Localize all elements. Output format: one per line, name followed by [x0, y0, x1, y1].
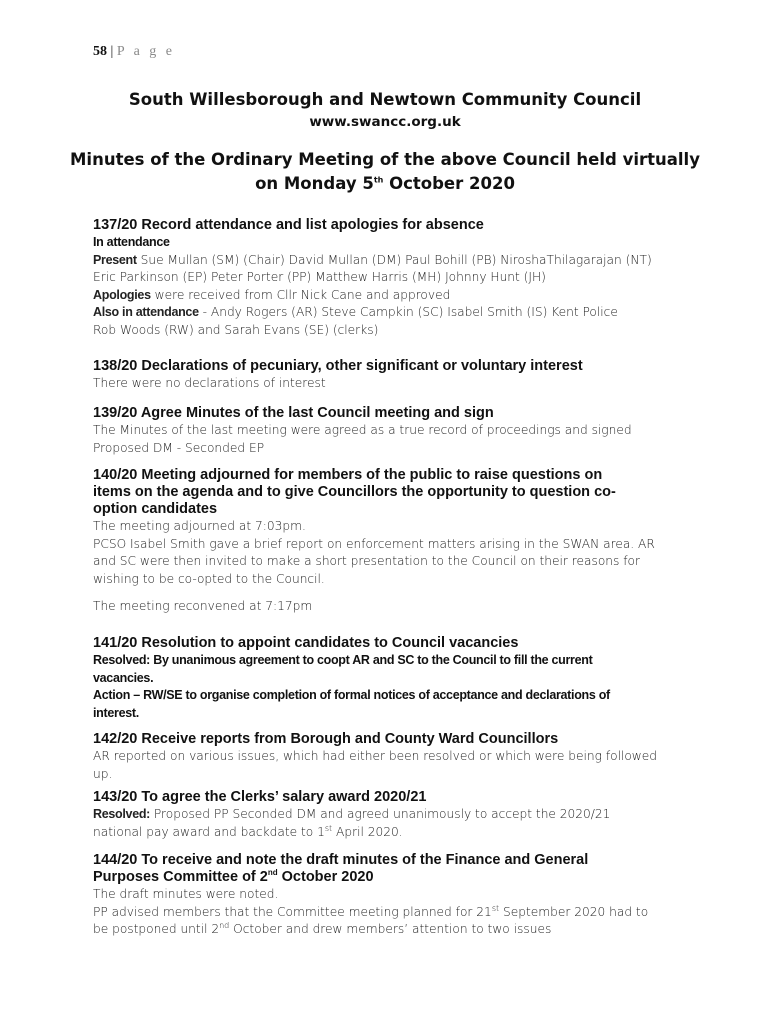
section-text: PP advised members that the Committee meeting planned for 21st September 2020 had to [93, 903, 649, 919]
resolution-text: Resolved: By unanimous agreement to coopt AR and SC to the Council to fill the current [93, 653, 593, 667]
section-text: and SC were then invited to make a short presentation to the Council on their reasons for [93, 554, 640, 568]
section-text: There were no declarations of interest [93, 376, 326, 390]
section-139 [93, 405, 683, 457]
page-number-separator: | [107, 44, 117, 59]
section-text: AR reported on various issues, which had either been resolved or which were being followed [93, 749, 657, 763]
document-title [0, 148, 770, 196]
section-text: be postponed until 2nd October and drew members’ attention to two issues [93, 920, 552, 936]
section-140 [93, 467, 683, 616]
in-attendance-label: In attendance [93, 235, 170, 249]
section-heading: 142/20 Receive reports from Borough and County Ward Councillors [93, 731, 559, 747]
section-heading: 140/20 Meeting adjourned for members of the public to raise questions on [93, 467, 603, 483]
section-text: The meeting adjourned at 7:03pm. [93, 519, 306, 533]
page-number [93, 44, 175, 60]
section-text: The Minutes of the last meeting were agreed as a true record of proceedings and signed [93, 423, 632, 437]
section-138 [93, 358, 683, 393]
title-line-1: Minutes of the Ordinary Meeting of the above Council held virtually [70, 150, 700, 169]
action-text: interest. [93, 705, 139, 720]
also-attendance-line-2: Rob Woods (RW) and Sarah Evans (SE) (clerks) [93, 322, 379, 337]
section-heading: 139/20 Agree Minutes of the last Council meeting and sign [93, 405, 494, 421]
section-heading: items on the agenda and to give Councillors the opportunity to question co- [93, 484, 616, 500]
page-label: P a g e [116, 44, 176, 59]
section-text: PCSO Isabel Smith gave a brief report on enforcement matters arising in the SWAN area. AR [93, 536, 655, 551]
section-141 [93, 635, 683, 722]
present-line-2: Eric Parkinson (EP) Peter Porter (PP) Matthew Harris (MH) Johnny Hunt (JH) [93, 270, 546, 284]
section-text: Proposed DM - Seconded EP [93, 440, 265, 455]
section-heading: 141/20 Resolution to appoint candidates to Council vacancies [93, 635, 519, 651]
action-text: Action – RW/SE to organise completion of formal notices of acceptance and declarations of [93, 688, 610, 702]
section-heading: 144/20 To receive and note the draft minutes of the Finance and General [93, 852, 589, 868]
title-line-2: on Monday 5th October 2020 [255, 174, 515, 193]
section-heading: Purposes Committee of 2nd October 2020 [93, 868, 374, 885]
resolution-text: vacancies. [93, 670, 154, 685]
section-text: Resolved: Proposed PP Seconded DM and agreed unanimously to accept the 2020/21 [93, 807, 611, 821]
section-143 [93, 789, 683, 841]
organisation-url: www.swancc.org.uk [309, 114, 461, 130]
section-142 [93, 731, 683, 783]
section-heading: 143/20 To agree the Clerks’ salary award 2020/21 [93, 789, 427, 805]
organisation-title: South Willesborough and Newtown Community Council [128, 90, 642, 109]
section-137 [93, 217, 683, 339]
section-text: wishing to be co-opted to the Council. [93, 571, 325, 586]
page-number-value: 58 [93, 44, 107, 59]
apologies-label: Apologies [93, 287, 151, 302]
resolved-label: Resolved: [93, 807, 151, 821]
section-144 [93, 852, 683, 939]
apologies-line: Apologies were received from Cllr Nick Cane and approved [93, 287, 451, 302]
section-text: The meeting reconvened at 7:17pm [93, 599, 313, 613]
section-text: The draft minutes were noted. [93, 887, 279, 901]
section-text: up. [93, 766, 113, 781]
section-heading: 137/20 Record attendance and list apologies for absence [93, 217, 484, 233]
section-heading: 138/20 Declarations of pecuniary, other significant or voluntary interest [93, 358, 583, 374]
also-attendance-label: Also in attendance [93, 305, 199, 319]
present-line: Present Sue Mullan (SM) (Chair) David Mullan (DM) Paul Bohill (PB) NiroshaThilagarajan (NT) [93, 252, 652, 267]
present-label: Present [93, 252, 137, 267]
also-attendance-line: Also in attendance - Andy Rogers (AR) Steve Campkin (SC) Isabel Smith (IS) Kent Police [93, 305, 618, 319]
section-text: national pay award and backdate to 1st April 2020. [93, 823, 403, 839]
section-heading: option candidates [93, 501, 218, 517]
